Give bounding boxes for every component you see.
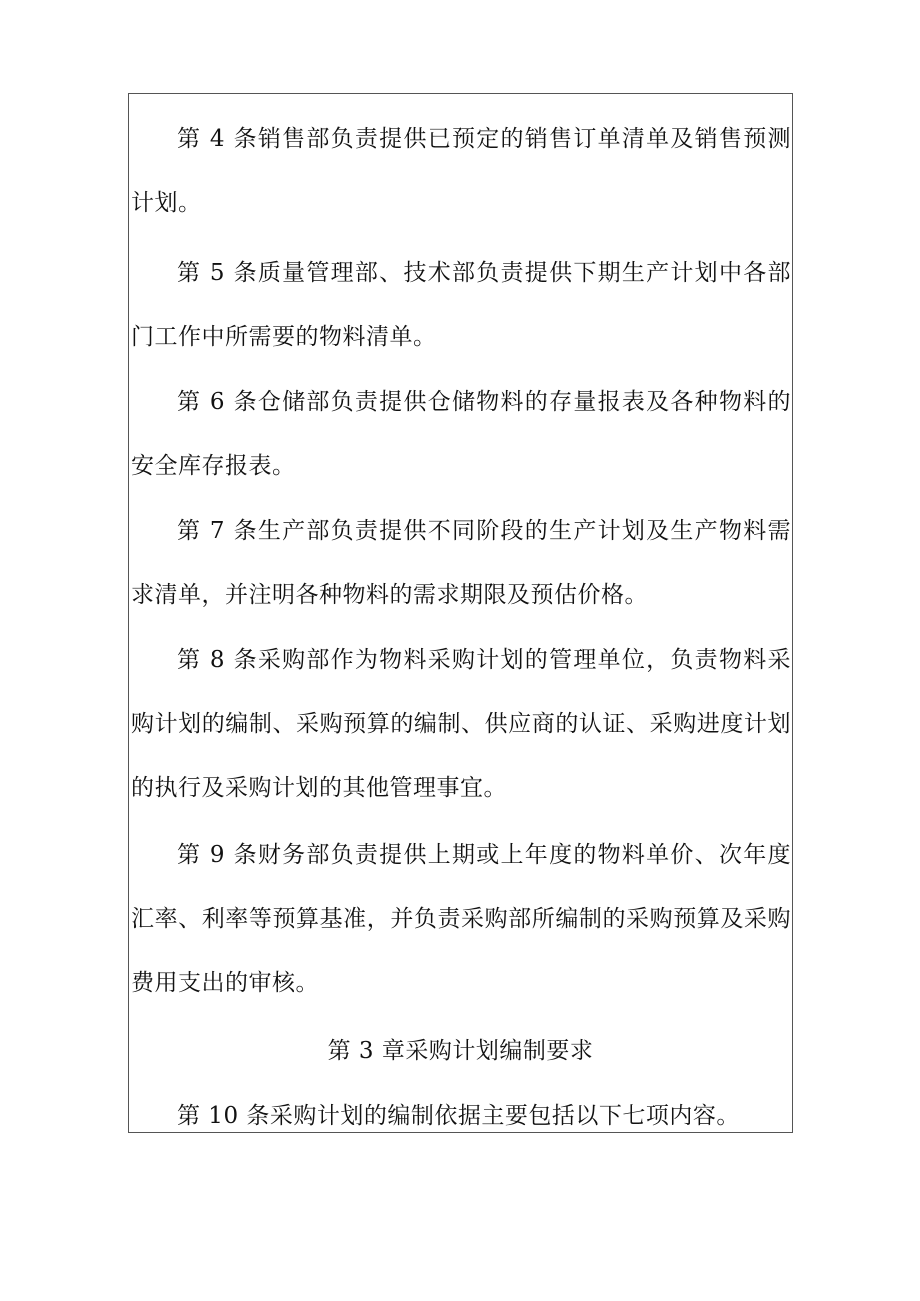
- article-10-paragraph: 第 10 条采购计划的编制依据主要包括以下七项内容。: [177, 1103, 740, 1129]
- chapter-heading: 第 3 章采购计划编制要求: [327, 1038, 594, 1064]
- article-7-paragraph: 第 7 条生产部负责提供不同阶段的生产计划及生产物料需求清单，并注明各种物料的需求期限及预估价格。: [131, 518, 791, 608]
- article-6-paragraph: 第 6 条仓储部负责提供仓储物料的存量报表及各种物料的安全库存报表。: [131, 389, 791, 479]
- document-frame: [128, 93, 793, 1133]
- article-8-paragraph: 第 8 条采购部作为物料采购计划的管理单位，负责物料采购计划的编制、采购预算的编制、供应商的认证、采购进度计划的执行及采购计划的其他管理事宜。: [131, 647, 791, 801]
- article-9-paragraph: 第 9 条财务部负责提供上期或上年度的物料单价、次年度汇率、利率等预算基准，并负责采购部所编制的采购预算及采购费用支出的审核。: [131, 842, 791, 996]
- article-4-paragraph: 第 4 条销售部负责提供已预定的销售订单清单及销售预测计划。: [131, 126, 791, 216]
- article-5-paragraph: 第 5 条质量管理部、技术部负责提供下期生产计划中各部门工作中所需要的物料清单。: [131, 260, 791, 350]
